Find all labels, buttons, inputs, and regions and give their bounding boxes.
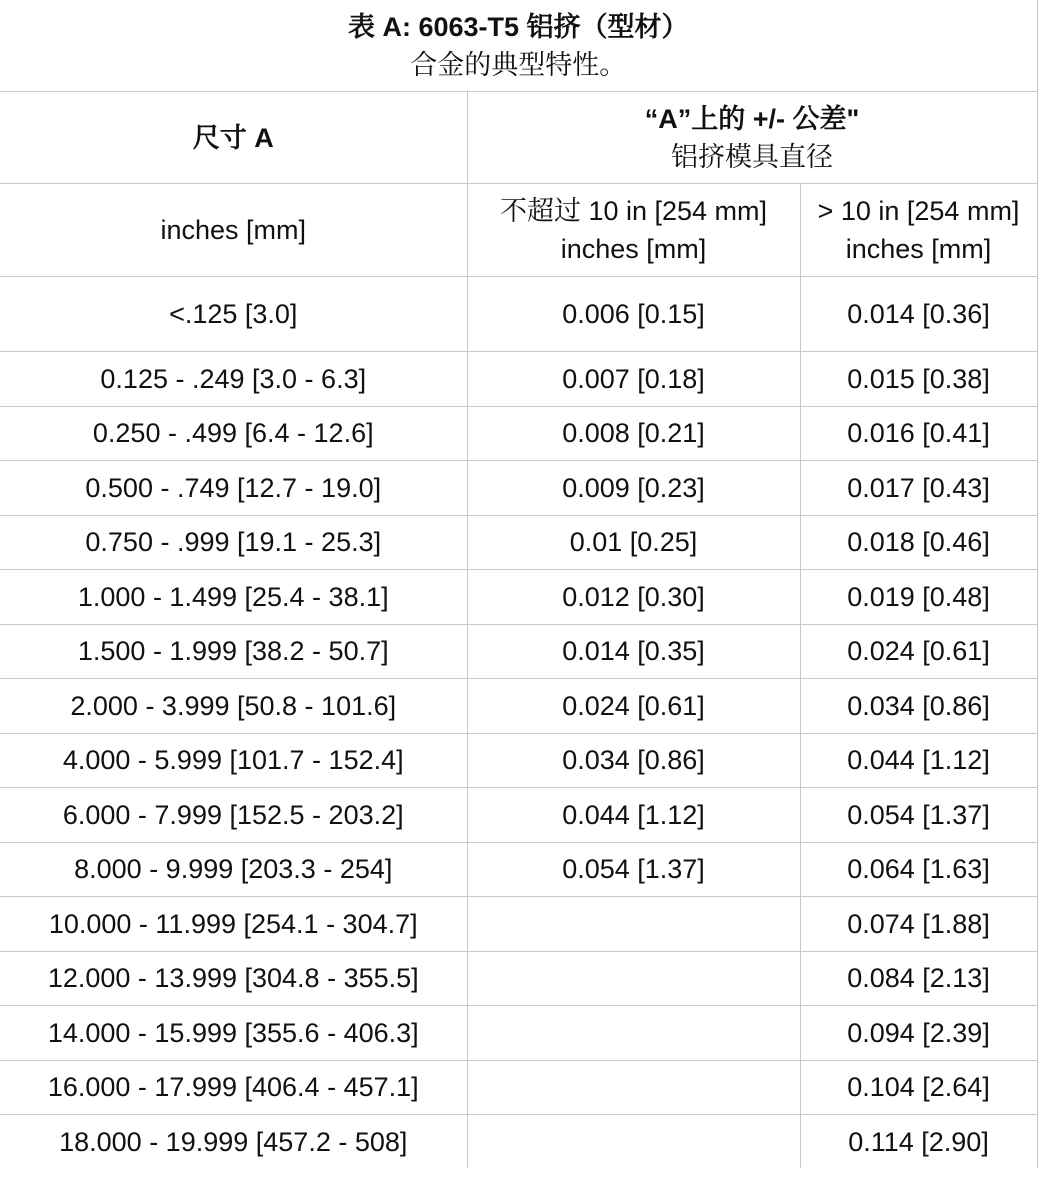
- size-cell: 8.000 - 9.999 [203.3 - 254]: [0, 842, 467, 897]
- table-row: [0, 570, 1037, 625]
- tolerance-over-10-cell: 0.015 [0.38]: [800, 352, 1037, 407]
- table-row: [0, 951, 1037, 1006]
- tolerance-header: [467, 92, 1037, 184]
- size-cell: 0.250 - .499 [6.4 - 12.6]: [0, 406, 467, 461]
- tolerance-over-10-cell: 0.064 [1.63]: [800, 842, 1037, 897]
- table-row: [0, 679, 1037, 734]
- up-to-10-header-line1: 不超过 10 in [254 mm]: [499, 196, 768, 226]
- tolerance-up-to-10-cell: 0.054 [1.37]: [467, 842, 800, 897]
- table-row: [0, 352, 1037, 407]
- tolerance-up-to-10-cell: 0.012 [0.30]: [467, 570, 800, 625]
- size-cell: 10.000 - 11.999 [254.1 - 304.7]: [0, 897, 467, 952]
- dimension-header: 尺寸 A: [0, 92, 467, 184]
- table-row: [0, 788, 1037, 843]
- size-cell: <.125 [3.0]: [0, 277, 467, 352]
- size-cell: 4.000 - 5.999 [101.7 - 152.4]: [0, 733, 467, 788]
- header-row-1: [0, 92, 1037, 184]
- tolerance-over-10-cell: 0.014 [0.36]: [800, 277, 1037, 352]
- tolerance-header-line1: “A”上的 +/- 公差": [644, 103, 860, 134]
- table-subtitle: 合金的典型特性。: [410, 49, 627, 80]
- size-cell: 1.500 - 1.999 [38.2 - 50.7]: [0, 624, 467, 679]
- table-row: [0, 406, 1037, 461]
- tolerance-up-to-10-cell: [467, 1006, 800, 1061]
- tolerance-over-10-cell: 0.074 [1.88]: [800, 897, 1037, 952]
- tolerance-up-to-10-cell: 0.044 [1.12]: [467, 788, 800, 843]
- table-row: [0, 1060, 1037, 1115]
- tolerance-up-to-10-cell: 0.024 [0.61]: [467, 679, 800, 734]
- tolerance-over-10-cell: 0.034 [0.86]: [800, 679, 1037, 734]
- tolerance-over-10-cell: 0.114 [2.90]: [800, 1115, 1037, 1169]
- size-cell: 1.000 - 1.499 [25.4 - 38.1]: [0, 570, 467, 625]
- tolerance-over-10-cell: 0.016 [0.41]: [800, 406, 1037, 461]
- table-row: [0, 515, 1037, 570]
- table-row: [0, 842, 1037, 897]
- size-cell: 12.000 - 13.999 [304.8 - 355.5]: [0, 951, 467, 1006]
- table-row: [0, 277, 1037, 352]
- tolerance-up-to-10-cell: [467, 951, 800, 1006]
- tolerance-over-10-cell: 0.024 [0.61]: [800, 624, 1037, 679]
- tolerance-header-line2: 铝挤模具直径: [671, 141, 834, 172]
- tolerance-over-10-cell: 0.054 [1.37]: [800, 788, 1037, 843]
- over-10-header-line2: inches [mm]: [845, 234, 992, 264]
- table-row: [0, 1006, 1037, 1061]
- tolerance-up-to-10-cell: 0.008 [0.21]: [467, 406, 800, 461]
- size-cell: 16.000 - 17.999 [406.4 - 457.1]: [0, 1060, 467, 1115]
- table-title: 表 A: 6063-T5 铝挤（型材）: [347, 11, 689, 42]
- size-cell: 18.000 - 19.999 [457.2 - 508]: [0, 1115, 467, 1169]
- over-10-header: [800, 184, 1037, 277]
- table-title-cell: [0, 0, 1037, 92]
- size-cell: 2.000 - 3.999 [50.8 - 101.6]: [0, 679, 467, 734]
- header-row-2: [0, 184, 1037, 277]
- over-10-header-line1: > 10 in [254 mm]: [817, 196, 1020, 226]
- tolerance-over-10-cell: 0.104 [2.64]: [800, 1060, 1037, 1115]
- table-row: [0, 624, 1037, 679]
- size-cell: 6.000 - 7.999 [152.5 - 203.2]: [0, 788, 467, 843]
- table-title-row: [0, 0, 1037, 92]
- tolerance-over-10-cell: 0.017 [0.43]: [800, 461, 1037, 516]
- tolerance-over-10-cell: 0.018 [0.46]: [800, 515, 1037, 570]
- size-cell: 14.000 - 15.999 [355.6 - 406.3]: [0, 1006, 467, 1061]
- tolerance-over-10-cell: 0.094 [2.39]: [800, 1006, 1037, 1061]
- table-row: [0, 461, 1037, 516]
- tolerance-over-10-cell: 0.044 [1.12]: [800, 733, 1037, 788]
- up-to-10-header: [467, 184, 800, 277]
- tolerance-over-10-cell: 0.084 [2.13]: [800, 951, 1037, 1006]
- size-cell: 0.125 - .249 [3.0 - 6.3]: [0, 352, 467, 407]
- table-row: [0, 733, 1037, 788]
- tolerance-up-to-10-cell: [467, 1115, 800, 1169]
- table-row: [0, 897, 1037, 952]
- tolerance-up-to-10-cell: 0.01 [0.25]: [467, 515, 800, 570]
- tolerance-up-to-10-cell: 0.034 [0.86]: [467, 733, 800, 788]
- size-cell: 0.750 - .999 [19.1 - 25.3]: [0, 515, 467, 570]
- tolerance-up-to-10-cell: [467, 1060, 800, 1115]
- tolerance-up-to-10-cell: 0.007 [0.18]: [467, 352, 800, 407]
- tolerance-up-to-10-cell: 0.014 [0.35]: [467, 624, 800, 679]
- tolerance-over-10-cell: 0.019 [0.48]: [800, 570, 1037, 625]
- table-row: [0, 1115, 1037, 1169]
- units-header: inches [mm]: [0, 184, 467, 277]
- tolerance-up-to-10-cell: [467, 897, 800, 952]
- tolerance-up-to-10-cell: 0.009 [0.23]: [467, 461, 800, 516]
- size-cell: 0.500 - .749 [12.7 - 19.0]: [0, 461, 467, 516]
- tolerance-up-to-10-cell: 0.006 [0.15]: [467, 277, 800, 352]
- up-to-10-header-line2: inches [mm]: [560, 234, 707, 264]
